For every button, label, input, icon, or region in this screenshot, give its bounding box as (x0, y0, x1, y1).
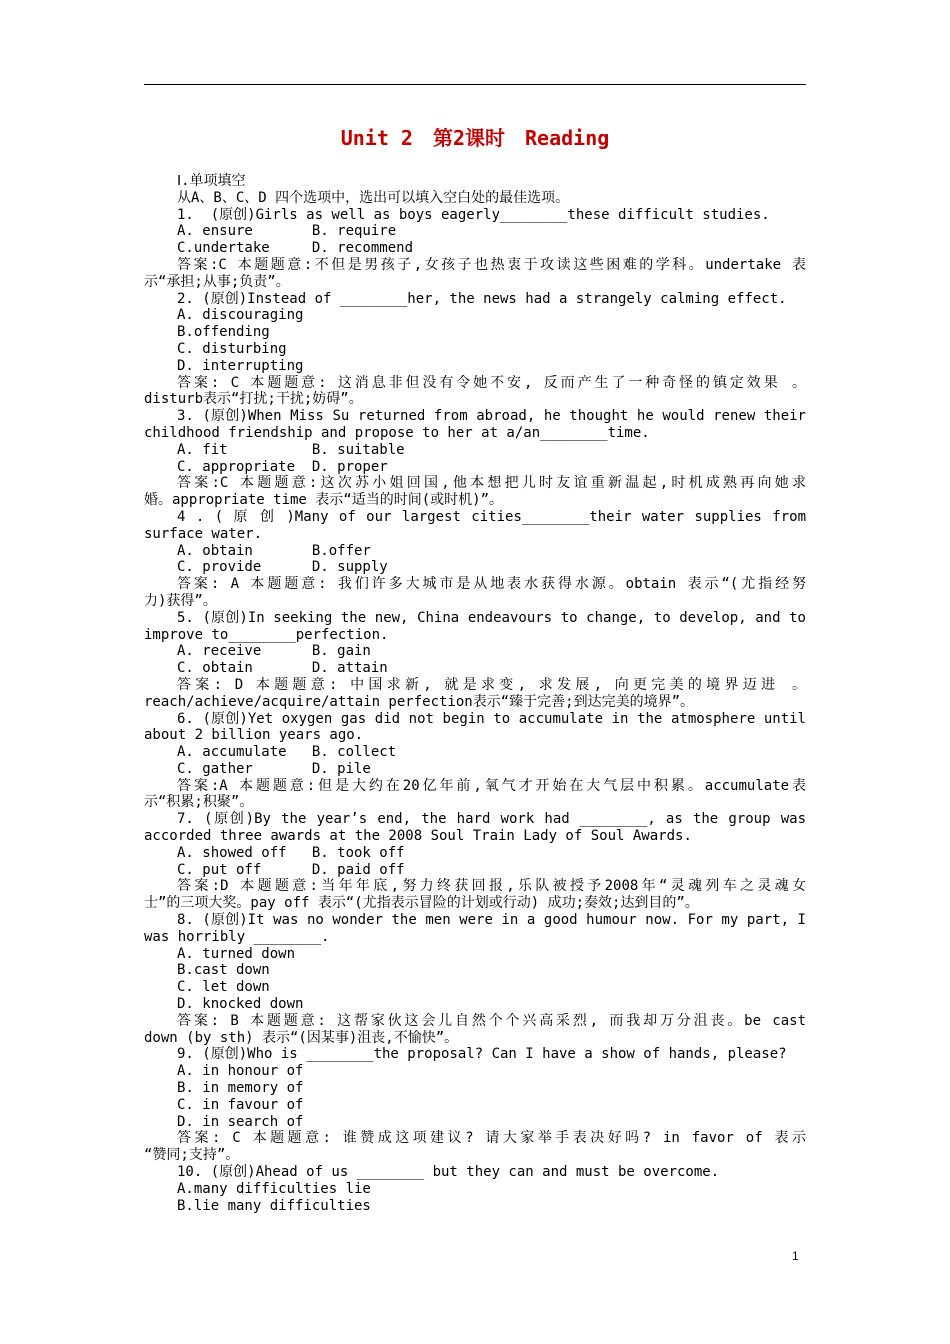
text-line: 答案:D 本题题意:当年年底,努力终获回报,乐队被授予2008年“灵魂列车之灵魂女 (177, 878, 806, 895)
text-line: about 2 billion years ago. (144, 727, 364, 744)
text-line: D. knocked down (177, 996, 304, 1013)
text-line: 3. (原创)When Miss Su returned from abroad, he thought he would renew their (177, 408, 806, 425)
text-line: “赞同;支持”。 (144, 1147, 240, 1164)
text-line: 答案: D 本题题意: 中国求新, 就是求变, 求发展, 向更完美的境界迈进 。 (177, 676, 806, 693)
text-line: disturb表示“打扰;干扰;妨碍”。 (144, 391, 363, 408)
text-line: 示“积累;积聚”。 (144, 794, 254, 811)
text-line: 示“承担;从事;负责”。 (144, 273, 290, 290)
text-line: A. ensure B. require (177, 223, 397, 240)
text-line: 6. (原创)Yet oxygen gas did not begin to accumulate in the atmosphere until (177, 710, 806, 727)
text-line: 婚。appropriate time 表示“适当的时间(或时机)”。 (144, 492, 504, 509)
text-line: accorded three awards at the 2008 Soul Train Lady of Soul Awards. (144, 828, 692, 845)
text-line: C. obtain D. attain (177, 660, 388, 677)
text-line: A. showed off B. took off (177, 844, 405, 861)
text-line: A. in honour of (177, 1063, 304, 1080)
page-number: 1 (792, 1249, 799, 1263)
text-line: A. obtain B.offer (177, 542, 371, 559)
text-line: A.many difficulties lie (177, 1180, 371, 1197)
text-line: B.offending (177, 324, 270, 341)
text-line: 答案: B 本题题意: 这帮家伙这会儿自然个个兴高采烈, 而我却万分沮丧。be cast (177, 1012, 806, 1029)
text-line: 4 . ( 原 创 )Many of our largest cities________their water supplies from (177, 508, 806, 525)
text-line: 答案: C 本题题意: 谁赞成这项建议? 请大家举手表决好吗? in favor of 表示 (177, 1130, 806, 1147)
text-line: was horribly ________. (144, 928, 330, 945)
text-line: 9. (原创)Who is ________the proposal? Can I have a show of hands, please? (177, 1046, 787, 1063)
text-line: C. put off D. paid off (177, 861, 405, 878)
text-line: C. gather D. pile (177, 760, 371, 777)
text-line: reach/achieve/acquire/attain perfection表示“臻于完善;到达完美的境界”。 (144, 693, 695, 710)
header-rule (144, 84, 806, 85)
text-line: C. disturbing (177, 340, 287, 357)
text-line: 5. (原创)In seeking the new, China endeavours to change, to develop, and to (177, 609, 806, 626)
text-line: improve to________perfection. (144, 626, 389, 643)
text-line: C. let down (177, 979, 270, 996)
text-line: C. appropriate D. proper (177, 458, 388, 475)
text-line: 答案: A 本题题意: 我们许多大城市是从地表水获得水源。obtain 表示“(尤指经努 (177, 576, 806, 593)
text-line: 力)获得”。 (144, 592, 217, 609)
text-line: C. in favour of (177, 1096, 304, 1113)
text-line: 2. (原创)Instead of ________her, the news had a strangely calming effect. (177, 290, 787, 307)
text-line: B. in memory of (177, 1080, 304, 1097)
text-line: 答案:A 本题题意:但是大约在20亿年前,氧气才开始在大气层中积累。accumulate表 (177, 777, 806, 794)
text-line: 7. (原创)By the year’s end, the hard work had ________, as the group was (177, 811, 806, 828)
text-line: B.lie many difficulties (177, 1197, 371, 1214)
text-line: A. discouraging (177, 307, 304, 324)
text-line: 答案: C 本题题意: 这消息非但没有令她不安, 反而产生了一种奇怪的镇定效果 。 (177, 374, 806, 391)
text-line: A. fit B. suitable (177, 441, 405, 458)
exercise-body (144, 173, 806, 1214)
page-title: Unit 2 第2课时 Reading (340, 126, 610, 150)
text-line: 答案:C 本题题意:这次苏小姐回国,他本想把儿时友谊重新温起,时机成熟再向她求 (177, 475, 806, 492)
text-line: C.undertake D. recommend (177, 240, 414, 257)
text-line: 10. (原创)Ahead of us ________ but they can and must be overcome. (177, 1164, 720, 1181)
text-line: 从A、B、C、D 四个选项中，选出可以填入空白处的最佳选项。 (177, 189, 570, 206)
text-line: B.cast down (177, 962, 270, 979)
text-line: 1. (原创)Girls as well as boys eagerly________these difficult studies. (177, 206, 770, 223)
text-line: A. receive B. gain (177, 643, 371, 660)
text-line: A. accumulate B. collect (177, 744, 397, 761)
text-line: 答案:C 本题题意:不但是男孩子,女孩子也热衷于攻读这些困难的学科。undertake 表 (177, 256, 806, 273)
text-line: 士”的三项大奖。pay off 表示“(尤指表示冒险的计划或行动) 成功;奏效;达到目的”。 (144, 895, 699, 912)
text-line: down (by sth) 表示“(因某事)沮丧,不愉快”。 (144, 1029, 459, 1046)
text-line: childhood friendship and propose to her at a/an________time. (144, 424, 650, 441)
text-line: A. turned down (177, 945, 296, 962)
text-line: D. in search of (177, 1113, 304, 1130)
text-line: C. provide D. supply (177, 559, 388, 576)
text-line: D. interrupting (177, 357, 304, 374)
text-line: 8. (原创)It was no wonder the men were in a good humour now. For my part, I (177, 912, 806, 929)
text-line: Ⅰ.单项填空 (177, 173, 246, 189)
text-line: surface water. (144, 525, 263, 542)
